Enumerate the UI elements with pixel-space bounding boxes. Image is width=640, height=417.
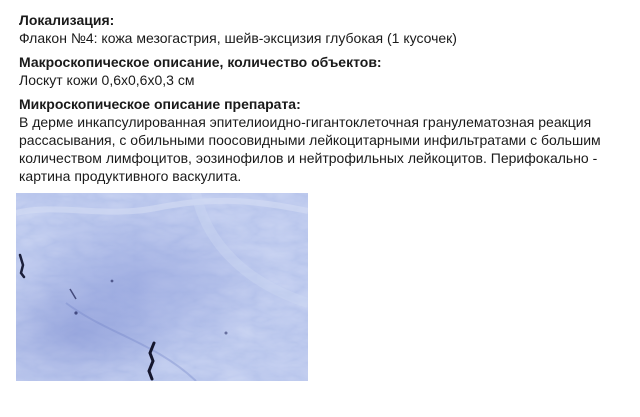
pathology-report: [19, 11, 631, 191]
slide-cell-dot: [225, 332, 228, 335]
localization-section: [19, 11, 631, 47]
histology-slide-svg: [16, 193, 308, 381]
microscopic-heading: Микроскопическое описание препарата:: [19, 96, 301, 112]
microscopic-text: В дерме инкапсулированная эпителиоидно-гигантоклеточная гранулематозная реакция рассасывания, с обильными поосовидными лейкоцитарными инфильтратами с большим количеством лимфоцитов, эозинофилов и нейтрофильных лейкоцитов. Перифокально - картина продуктивного васкулита.: [19, 114, 601, 184]
microscopic-section: [19, 95, 631, 185]
localization-heading: Локализация:: [19, 12, 115, 28]
slide-cell-dot: [74, 311, 77, 314]
localization-text: Флакон №4: кожа мезогастрия, шейв-эксцизия глубокая (1 кусочек): [19, 30, 457, 46]
macroscopic-heading: Макроскопическое описание, количество объектов:: [19, 54, 382, 70]
slide-cell-dot: [111, 280, 114, 283]
macroscopic-text: Лоскут кожи 0,6х0,6х0,3 см: [19, 72, 195, 88]
macroscopic-section: [19, 53, 631, 89]
histology-slide-image: [16, 193, 308, 381]
